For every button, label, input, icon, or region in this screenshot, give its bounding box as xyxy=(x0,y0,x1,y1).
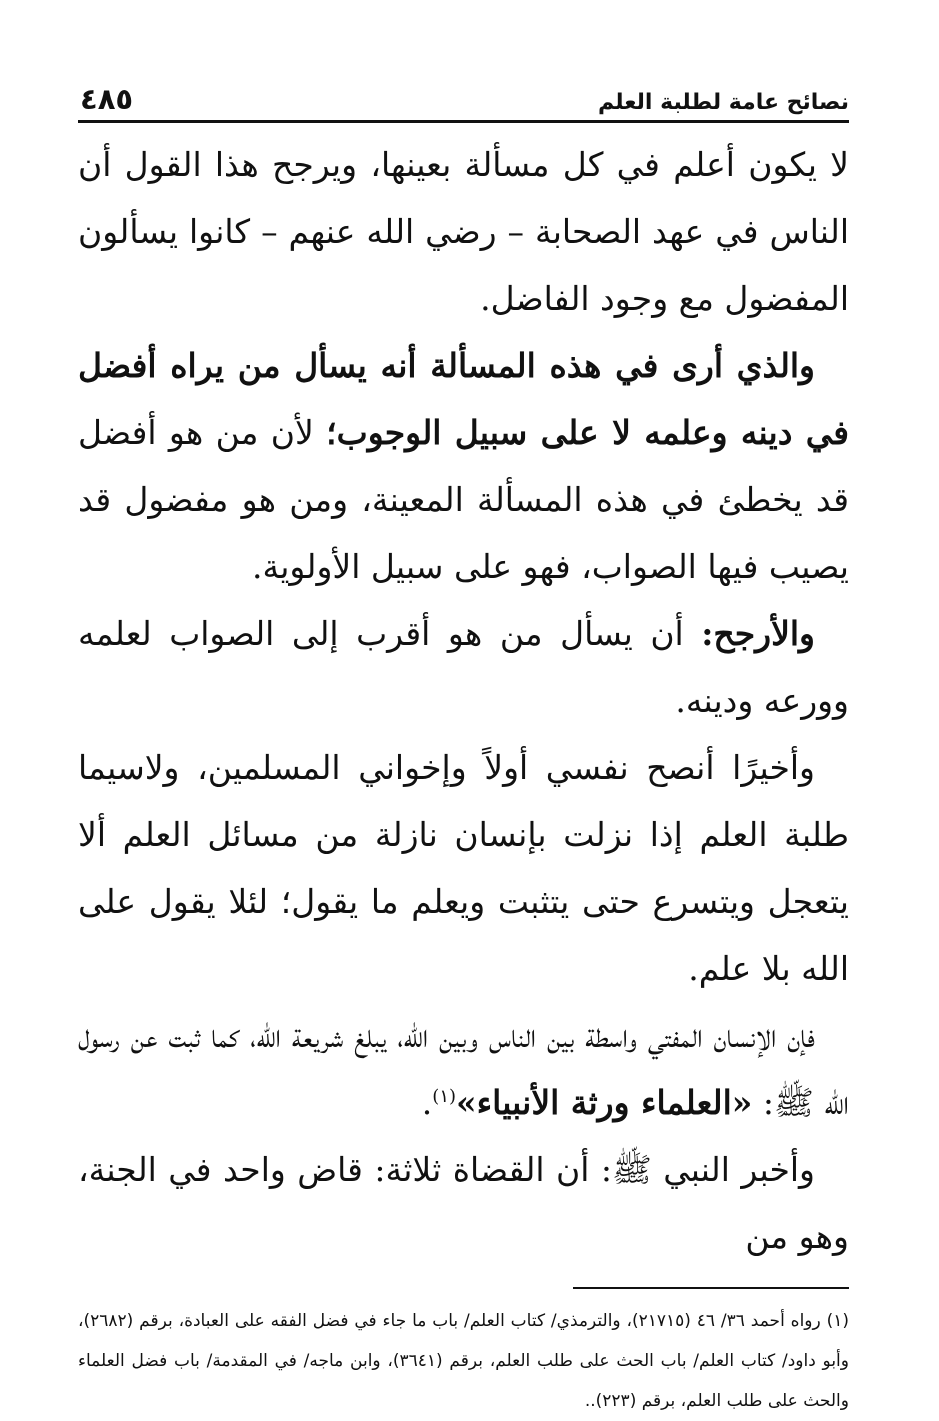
paragraph-1-text: لا يكون أعلم في كل مسألة بعينها، ويرجح هذا القول أن الناس في عهد الصحابة – رضي الله عنهم – كانوا يسألون المفضول مع وجود الفاضل. xyxy=(78,145,849,318)
paragraph-4-text: وأخيرًا أنصح نفسي أولاً وإخواني المسلمين، ولاسيما طلبة العلم إذا نزلت بإنسان نازلة من مسائل العلم ألا يتعجل ويتسرع حتى يتثبت ويعلم ما يقول؛ لئلا يقول على الله بلا علم. xyxy=(78,748,849,988)
paragraph-3-lead: والأرجح: xyxy=(701,614,815,653)
paragraph-6-text: وأخبر النبي ﷺ: أن القضاة ثلاثة: قاض واحد في الجنة، وهو من xyxy=(78,1150,849,1256)
page-number: ٤٨٥ xyxy=(80,82,134,116)
hadith-quote: «العلماء ورثة الأنبياء» xyxy=(456,1083,753,1122)
running-header xyxy=(78,70,849,123)
paragraph-3-text: أن يسأل من هو أقرب إلى الصواب لعلمه وورعه ودينه. xyxy=(78,614,849,720)
paragraph-6 xyxy=(78,1136,849,1270)
paragraph-4 xyxy=(78,734,849,1002)
footnote-1: (١) رواه أحمد ٣٦/ ٤٦ (٢١٧١٥)، والترمذي/ كتاب العلم/ باب ما جاء في فضل الفقه على العبادة، برقم (٢٦٨٢)، وأبو داود/ كتاب العلم/ باب الحث على طلب العلم، برقم (٣٦٤١)، وابن ماجه/ في المقدمة/ باب فضل العلماء والحث على طلب العلم، برقم (٢٢٣).. xyxy=(78,1311,849,1411)
footnotes xyxy=(78,1301,849,1421)
paragraph-2 xyxy=(78,332,849,600)
paragraph-5 xyxy=(78,1002,849,1136)
header-title: نصائح عامة لطلبة العلم xyxy=(598,90,849,115)
paragraph-1 xyxy=(78,131,849,332)
paragraph-2-lead: والذي أرى في هذه المسألة أنه يسأل من يراه أفضل في دينه وعلمه لا على سبيل الوجوب؛ xyxy=(78,346,849,452)
footnote-separator xyxy=(573,1287,849,1289)
footnote-reference[interactable]: (١) xyxy=(432,1086,457,1107)
paragraph-5-end: . xyxy=(421,1083,433,1122)
footnote-separator-wrap xyxy=(78,1270,849,1289)
body-text xyxy=(78,131,849,1270)
paragraph-2-text: لأن من هو أفضل قد يخطئ في هذه المسألة المعينة، ومن هو مفضول قد يصيب فيها الصواب، فهو على سبيل الأولوية. xyxy=(78,413,849,586)
paragraph-5-text: فإن الإنسان المفتي واسطة بين الناس وبين الله، يبلغ شريعة الله، كما ثبت عن رسول الله ﷺ: xyxy=(78,1016,849,1122)
paragraph-3 xyxy=(78,600,849,734)
